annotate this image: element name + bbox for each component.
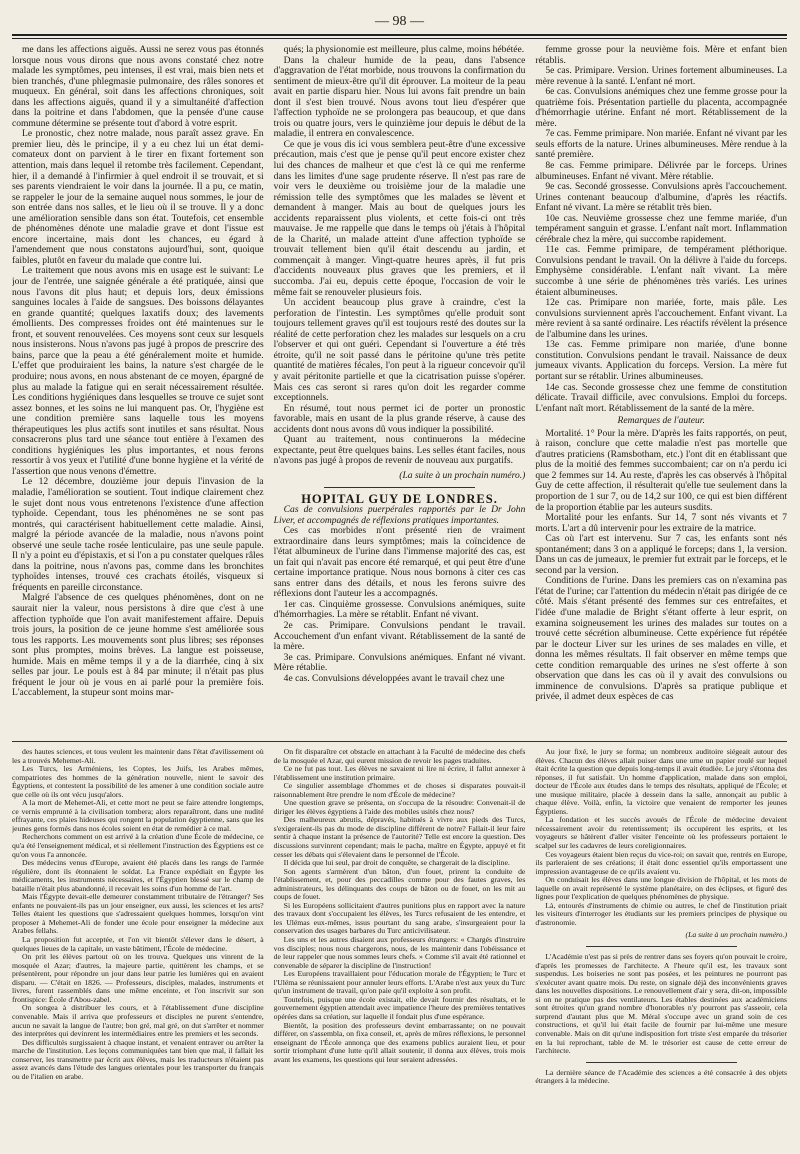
case-entry: 2e cas. Primipare. Convulsions pendant le travail. Accouchement d'un enfant vivant. Rétablissement de la santé de la mère. [273, 619, 526, 653]
paragraph: On conduisait les élèves dans une longue division de l'hôpital, et les mots de laquelle on avait représenté le système planétaire, on des éclipses, et figuré des lignes pour l'explication de quelques phénomènes de physique. [535, 875, 787, 902]
lower-column-2 [274, 748, 526, 1148]
paragraph: Conditions de l'urine. Dans les premiers cas on n'examina pas l'état de l'urine; car l'attention du médecin n'était pas dirigée de ce côté. Mais s'étant présenté des femmes sur ces entrefaites, et l'idée d'une maladie de Bright s'étant offerte à leur esprit, on examina soigneusement les urines des malades sur toutes on a trouvé cette sécrétion albumineuse. Cette expérience fut répétée par le docteur Liver sur les urines de ses malades en ville, et donna les mêmes résultats. Il fait observer en même temps que cette condition remarquable des urines ne s'est offerte à son observation que dans les cas où il y avait des convulsions ou imminence de convulsions. D'après sa pratique publique et privée, il admet deux espèces de cas [535, 575, 787, 703]
paragraph: Il décida que lui seul, par droit de conquête, se chargerait de la discipline. [283, 858, 510, 868]
paragraph: Malgré l'absence de ces quelques phénomènes, dont on ne saurait nier la valeur, nous persistons à dire que c'est à une affection typhoïde que l'on avait manifestement affaire. Depuis trois jours, la position de ce jeune homme s'est améliorée sous tous les rapports. Les mouvements sont plus libres; ses réponses sont plus promptes, moins brèves. La langue est poisseuse, humide. Mais en même temps il y a de la diarrhée, cinq à six selles par jour. Le pouls est à 84 par minute; il n'était pas plus fréquent le jour où je vous en ai parlé pour la première fois. L'accablement, la stupeur sont moins mar- [12, 592, 264, 699]
case-entry: 3e cas. Primipare. Convulsions anémiques. Enfant né vivant. Mère rétablie. [273, 651, 526, 674]
paragraph: femme grosse pour la neuvième fois. Mère et enfant bien rétablis. [535, 45, 787, 66]
paragraph: me dans les affections aiguës. Aussi ne serez vous pas étonnés lorsque nous vous dirons que nous avons constaté chez notre malade les symptômes, peu intenses, il est vrai, mais bien nets et bien tranchés, d'une phlegmasie pulmonaire, des râles sonores et muqueux. En général, soit dans les affections chroniques, soit dans les affections aiguës, quand il y a simultanéité d'affection dans la poitrine et dans l'abdomen, que la pensée d'une cause commune détermine se présente tout d'abord à votre esprit. [12, 45, 264, 129]
paragraph: En résumé, tout nous permet ici de porter un pronostic favorable, mais en usant de la plus grande réserve, à cause des accidents dont nous avons dû vous indiquer la possibilité. [273, 402, 526, 435]
paragraph: Là, entourés d'instruments de chimie ou autres, le chef de l'institution priait les visiteurs d'interroger les étudiants sur les premiers principes de physique ou d'astronomie. [535, 900, 787, 927]
paragraph: Son agents s'armèrent d'un bâton, d'un fouet, prirent la conduite de l'établissement, et, pour des peccadilles comme pour des fautes graves, les administrateurs, les délinquants des coups de bâton ou de fouet, on les mit au coups de fouet. [273, 866, 526, 902]
paragraph: Mais l'Égypte devait-elle demeurer constamment tributaire de l'étranger? Ses enfants ne pouvaient-ils pas un jour enseigner, eux aussi, les sciences et les arts? Telles étaient les questions que s'adressaient quelques hommes, lorsqu'on vint proposer à Mehemet-Ali de fonder une école pour enseigner la médecine aux Arabes fellahs. [12, 892, 264, 936]
paragraph: Mortalité pour les enfants. Sur 14, 7 sont nés vivants et 7 morts. L'art a dû intervenir pour les extraire de la matrice. [535, 512, 787, 534]
paragraph: On songea à distribuer les cours, et à l'établissement d'une discipline convenable. Mais il arriva que professeurs et disciples ne purent s'entendre, aucun ne savait la langue de l'autre; bon gré, mal gré, on dut s'arrêter et nommer des interprètes qui devinrent les intermédiaires entre les premiers et les seconds. [12, 1003, 264, 1039]
section-divider [586, 946, 737, 947]
paragraph: Ce ne fut pas tout. Les élèves ne savaient ni lire ni écrire, il fallut annexer à l'établissement une institution primaire. [273, 764, 526, 782]
upper-column-2 [274, 45, 526, 735]
paragraph: On fit disparaître cet obstacle en attachant à la Faculté de médecine des chefs de la mosquée el Azar, qui eurent mission de revoir les pages traduites. [273, 748, 526, 765]
paragraph: Ce que je vous dis ici vous semblera peut-être d'une excessive précaution, mais c'est que je pense qu'il peut encore exister chez lui des chances de malheur et que c'est là ce qui me renferme dans les limites d'une sage prudente réserve. Il n'est pas rare de voir vers le deuxième ou troisième jour de la maladie une rémission telle des symptômes que les malades se lèvent et demandent à manger. Mais au bout de quelques jours les accidents reparaissent plus violents, et cette fois-ci ont très mauvaise. Je me rappelle que dans le temps où j'étais à l'hôpital de la Charité, un malade atteint d'une affection typhoïde se trouvait tellement bien qu'il était descendu au jardin, et commençait à manger. Vingt-quatre heures après, il fut pris d'accidents nouveaux plus graves que les premiers, et il succomba. J'ai eu, depuis cette époque, l'occasion de voir le même fait se renouveler plusieurs fois. [273, 138, 526, 298]
section-divider [324, 487, 475, 488]
paragraph: Des malheureux abrutis, dépravés, habitués à vivre aux pieds des Turcs, s'exigeraient-ils pas du mode de discipline différent de notre? Fallait-il leur faire sentir à chaque instant la présence de l'autorité? Telle est encore la question. Des discussions survinrent cependant; mais le pacha, maître en Égypte, appuyé et fit cesser les débats qui s'élevaient dans le personnel de l'École. [273, 815, 526, 859]
paragraph: A la mort de Mehemet-Ali, et cette mort ne peut se faire attendre longtemps, ce vernis emprunté à la civilisation tombera; alors reparaîtront, dans une nudité effrayante, ces plaies hideuses qui rongent la population égyptienne, sans que les jeunes gens formés dans nos écoles soient en état de remédier à ce mal. [12, 798, 264, 833]
paragraph: Si les Européens sollicitaient d'autres punitions plus en rapport avec la nature des travaux dont s'occupaient les élèves, les Turcs refusaient de les entendre, et les Ulémas eux-mêmes, issus pourtant du sang arabe, s'insurgeaient pour la conservation des usages barbares du Turc anticivilisateur. [273, 900, 526, 936]
paragraph: Recherchons comment on est arrivé à la création d'une École de médecine, ce qu'a été l'enseignement médical, et si réellement l'instruction des Égyptiens est ce qu'on vous l'a annoncée. [12, 832, 264, 859]
paragraph: Le pronostic, chez notre malade, nous paraît assez grave. En premier lieu, dès le principe, il y a eu chez lui un état demi-comateux dont on parvient à le tirer en fixant fortement son attention, mais dans lequel il retombe très facilement. Cependant, hier, il a demandé à l'infirmier à quel endroit il se trouvait, et si ses parents viendraient le voir dans la journée. Il a pu, ce matin, se rappeler le jour de la semaine auquel nous sommes, le jour de son entrée dans nos salles, et le lieu où il se trouve. Il y a donc une amélioration sensible dans son état. Toutefois, cet ensemble de phénomènes dénote une maladie grave et dont l'issue est encore incertaine, mais dont les chances, eu égard à l'amendement que nous constatons aujourd'hui, sont, quoique faibles, plutôt en faveur du malade que contre lui. [12, 128, 264, 266]
paragraph: Au jour fixé, le jury se forma; un nombreux auditoire siégeait autour des élèves. Chacun des élèves allait puiser dans une urne un papier roulé sur lequel était écrite la question que depuis long-temps il avait étudiée. Le jury s'étonna des réponses, il fut satisfait. Un homme d'application, malade dans son emploi, docteur de l'École aux études dans le temps des résultats, appliqué de l'École; et une musique militaire, placée à dessein dans la salle, annonçait au public à chaque élève. Voilà, enfin, la victoire que venaient de remporter les jeunes Égyptiens. [535, 748, 787, 816]
paragraph: L'Académie n'est pas si près de rentrer dans ses foyers qu'on pouvait le croire, d'après les promesses de l'architecte. A l'heure qu'il est, les travaux sont suspendus. Les boiseries ne sont pas posées, et les peintures ne pourront pas s'exécuter avant quatre mois. Du reste, on signale déjà des inconvénients graves dans les nouvelles dispositions. Le renouvellement d'air y sera, dit-on, impossible si on ne pratique pas des ventilateurs. Les étables destinées aux académiciens sont étroites qu'un grand nombre d'honorables n'y pourront pas s'asseoir, cela surprend d'autant plus que M. Méral s'occupe avec un grand soin de ces constructions, et qu'il lui était facile de fournir par lui-même une mesure convenable. Mais on dit qu'une indisposition fort triste s'est emparée du trésorier en la lui reprochant, table de M. le trésorier est cause de cette erreur de l'architecte. [535, 952, 787, 1056]
page-header [12, 10, 787, 32]
section-subtitle: Cas de convulsions puerpérales rapportés par le Dr John Liver, et accompagnés de réflexions pratiques importantes. [273, 503, 526, 526]
header-rule [12, 34, 787, 39]
paragraph: Le 12 décembre, douzième jour depuis l'invasion de la maladie, l'amélioration se soutient. Tout indique clairement chez le sujet dont nous vous entretenons l'existence d'une affection typhoïde. Cependant, tous les phénomènes ne se sont pas montrés, qui caractérisent habituellement cette maladie. Ainsi, malgré la période avancée de la maladie, nous n'avons point observé une seule tache rosée lenticulaire, pas une seule papule. Il n'y a point eu d'épistaxis, et si l'on a pu constater quelques râles dans la poitrine, nous n'avons pas, comme dans les bronchites typhoïdes intenses, trouvé ces crachats étoilés, visqueux si fréquents en pareille circonstance. [12, 476, 264, 593]
paragraph: On prit les élèves partout où on les trouva. Quelques uns vinrent de la mosquée el Azar; d'autres, la majeure partie, quittèrent les champs, et se présentèrent, pour répondre un jour dans leur patrie les lumières qui en avaient disparu. — C'était en 1826. — Professeurs, disciples, malades, instruments et livres, furent rassemblés dans une même enceinte, et l'on inscrivit sur son frontispice: École d'Abou-zabel. [12, 952, 264, 1004]
section-divider [586, 1062, 737, 1063]
paragraph: Mortalité. 1° Pour la mère. D'après les faits rapportés, on peut, à raison, conclure que cette maladie n'est pas mortelle que d'autres praticiens (Ramsbotham, etc.) l'ont dit en établissant que plus de la moitié des femmes succombaient; car on n'a perdu ici que 2 femmes sur 14. Au reste, d'après les cas observés à l'hôpital Guy de cette affection, il résulterait qu'elle tue seulement dans la proportion de 1 sur 7, ou de 14,2 sur 100, ce qui est bien différent de la proportion établie par les auteurs susdits. [535, 427, 787, 513]
remarks-heading: Remarques de l'auteur. [617, 415, 705, 427]
continued-note: (La suite à un prochain numéro.) [685, 930, 787, 940]
paragraph: qués; la physionomie est meilleure, plus calme, moins hébétée. [283, 45, 525, 55]
case-entry: 11e cas. Femme primipare, de tempérament pléthorique. Convulsions pendant le travail. On la délivre à l'aide du forceps. Emphysème considérable. L'enfant naît vivant. La mère succombe à une série de phénomènes très variés. Les urines étaient albumineuses. [535, 244, 787, 298]
paragraph: Quant au traitement, nous continuerons la médecine expectante, peut être quelques bains. Les selles étant faciles, nous n'avons pas jugé à propos de revenir de nouveau aux purgatifs. [273, 434, 526, 467]
case-entry: 13e cas. Femme primipare non mariée, d'une bonne constitution. Convulsions pendant le travail. Naissance de deux jumeaux vivants. Application du forceps. Version. La mère fut portant sur se rétablir. Urines albumineuses. [535, 339, 787, 382]
paragraph: Toutefois, puisque une école existait, elle devait fournir des résultats, et le gouvernement égyptien attendait avec impatience l'heure des premières tentatives opérées dans sa création, sur laquelle il fondait plus d'une espérance. [273, 994, 526, 1021]
paragraph: Des médecins venus d'Europe, avaient été placés dans les rangs de l'armée régulière, dont ils étonnaient le soldat. La France expédiait en Égypte les médicaments, les instruments nécessaires, et l'Égyptien blessé sur le champ de bataille n'était plus abandonné, il recevait les soins d'un homme de l'art. [12, 858, 264, 893]
paragraph: La proposition fut acceptée, et l'on vit bientôt s'élever dans le désert, à quelques lieues de la capitale, un vaste bâtiment, l'École de médecine. [12, 935, 264, 953]
paragraph: Les Européens travaillaient pour l'éducation morale de l'Égyptien; le Turc et l'Uléma se réunissaient pour annuler leurs efforts. L'Arabe n'est aux yeux du Turc qu'un instrument de travail, qu'on paie qu'il exploite à son profit. [273, 969, 526, 996]
page-number: — 98 — [375, 14, 424, 29]
case-entry: 14e cas. Seconde grossesse chez une femme de constitution délicate. Travail difficile, avec convulsions. Emploi du forceps. L'enfant naît mort. Rétablissement de la santé de la mère. [535, 381, 787, 414]
case-entry: 7e cas. Femme primipare. Non mariée. Enfant né vivant par les seuls efforts de la nature. Urines albumineuses. Mère rendue à la santé première. [535, 128, 787, 161]
continued-note: (La suite à un prochain numéro.) [399, 469, 526, 481]
case-entry: 4e cas. Convulsions développées avant le travail chez une [283, 672, 505, 684]
section-title: HOPITAL GUY DE LONDRES. [301, 492, 498, 507]
paragraph: Un accident beaucoup plus grave à craindre, c'est la perforation de l'intestin. Les symptômes qu'elle produit sont toujours tellement graves qu'il est toujours resté des doutes sur la réalité de cette perforation chez les malades sur lesquels on a cru l'observer et qui ont guéri. Cependant si l'ouverture a été très étroite, qu'il ne soit passé dans le péritoine qu'une très petite quantité de matières fécales, l'on peut à la rigueur concevoir qu'il y avait péritonite partielle et que la cicatrisation puisse s'opérer. Mais ces cas seront si rares qu'on doit les regarder comme exceptionnels. [273, 297, 526, 404]
paragraph: Le traitement que nous avons mis en usage est le suivant: Le jour de l'entrée, une saignée générale a été pratiquée, ainsi que nous l'avons dit plus haut; et depuis lors, deux émissions sanguines locales à l'aide de sangsues. Des boissons délayantes en grande quantité; quelques laxatifs doux; des lavements émollients. Des compresses froides ont été maintenues sur le front, et souvent renouvelées. Ces moyens sont ceux sur lesquels nous insisterons. Nous n'avons pas jugé à propos de prescrire des bains, parce que la peau a été généralement moite et humide. L'effet que produiraient les bains, la nature s'est chargée de le produire; nous avons, en nous abstenant de ce moyen, épargné de plus au malade la fatigue qui en serait nécessairement résultée. Les conditions hygiéniques dans lesquelles se trouve ce sujet sont assez bonnes, et les soins ne lui manquent pas. Or, l'hygiène est une condition première sans laquelle tous les moyens thérapeutiques les plus actifs sont inutiles et sans résultat. Nous consacrerons plus tard une séance tout entière à l'examen des conditions hygiéniques les plus importantes, et nous ferons ressortir à vos yeux et l'utilité d'une bonne hygiène et la vérité de l'assertion que nous venons d'émettre. [12, 265, 264, 477]
paragraph: Ces voyageurs étaient bien reçus du vice-roi; on savait que, rentrés en Europe, ils parleraient de ses créations; il était donc essentiel qu'ils emportassent une impression avantageuse de ce qu'ils avaient vu. [535, 849, 787, 876]
paragraph: Ce singulier assemblage d'hommes et de choses si disparates pouvait-il raisonnablement être prendre le nom d'École de médecine? [273, 781, 526, 799]
lower-section [12, 748, 787, 1148]
paragraph: La fondation et les succès avoués de l'École de médecine devaient nécessairement avoir du retentissement; ils occupèrent les esprits, et les voyageurs se hâtèrent d'aller visiter l'enceinte où les professeurs portaient le scalpel sur les cadavres de leurs coreligionnaires. [535, 815, 787, 851]
paragraph: Des difficultés surgissaient à chaque instant, et venaient entraver ou arrêter la marche de l'institution. Les leçons communiquées tant bien que mal, il fallait les conserver, les transmettre par écrit aux élèves, mais les traducteurs n'étaient pas assez avancés dans l'étude des langues orientales pour les transporter du français ou de l'italien en arabe. [12, 1037, 264, 1081]
section-rule [12, 741, 787, 742]
case-entry: 9e cas. Secondé grossesse. Convulsions après l'accouchement. Urines contenant beaucoup d'albumine, d'après les réactifs. Enfant né vivant. La mère se rétablit très bien. [535, 181, 787, 214]
case-entry: 5e cas. Primipare. Version. Urines fortement albumineuses. La mère revenue à la santé. L'enfant né mort. [535, 65, 787, 87]
paragraph: des hautes sciences, et tous veulent les maintenir dans l'état d'avilissement où les a trouvés Mehemet-Ali. [12, 748, 264, 765]
case-entry: 10e cas. Neuvième grossesse chez une femme mariée, d'un tempérament sanguin et grasse. L'enfant naît mort. Inflammation cérébrale chez la mère, qui succombe rapidement. [535, 212, 787, 245]
case-entry: 1er cas. Cinquième grossesse. Convulsions anémiques, suite d'hémorrhagies. La mère se rétablit. Enfant né vivant. [273, 598, 526, 621]
paragraph: Les uns et les autres disaient aux professeurs étrangers: « Chargés d'instruire vos disciples; nous nous chargerons, nous, de les maintenir dans l'obéissance et de leur rappeler que nous sommes leurs chefs. » Comme s'il avait été rationnel et convenable de séparer la discipline de l'instruction! [273, 935, 526, 970]
lower-column-1 [12, 748, 264, 1148]
paragraph: Ces cas morbides n'ont présenté rien de vraiment extraordinaire dans leurs symptômes; mais la coïncidence de l'état albumineux de l'urine dans l'immense majorité des cas, est un fait qui n'avait pas encore été remarqué, et qui peut être d'une certaine importance pratique. Nous nous bornons à citer ces cas sans entrer dans des détails, et nous les ferons suivre des réflexions dont l'auteur les a accompagnés. [273, 525, 526, 600]
paragraph: Les Turcs, les Arméniens, les Coptes, les Juifs, les Arabes mêmes, compatriotes des hommes de la génération nouvelle, nient le savoir des Égyptiens, et contestent la possibilité de les amener à une condition sociale autre que celle où ils ont vécu jusqu'alors. [12, 764, 264, 799]
upper-column-1 [12, 45, 264, 735]
paragraph: Dans la chaleur humide de la peau, dans l'absence d'aggravation de l'état morbide, nous trouvons la confirmation du sentiment de mieux-être qu'il dit éprouver. La moiteur de la peau avait en partie disparu hier. Nous lui avons fait prendre un bain dont il s'est bien trouvé. Nous avons tout lieu d'espérer que l'affection typhoïde ne se prolongera pas beaucoup, et que dans trois ou quatre jours, vers le quinzième jour depuis le début de la maladie, il entrera en convalescence. [273, 54, 526, 140]
upper-section [12, 45, 787, 735]
paragraph: Une question grave se présenta, on s'occupa de la résoudre: Convenait-il de diriger les élèves égyptiens à l'aide des mobiles usités chez nous? [273, 798, 526, 816]
lower-column-3 [535, 748, 787, 1148]
paragraph: Bientôt, la position des professeurs devint embarrassante; on ne pouvait différer, on s'assembla, on fixa conseil, et, après de mûres réflexions, le personnel enseignant de l'École annonça que des examens publics auraient lieu, et pour sortir triomphant d'une lutte qu'il allait soutenir, il donna aux élèves, trois mois avant les examens, les questions qui leur seraient adressées. [273, 1020, 526, 1064]
case-entry: 6e cas. Convulsions anémiques chez une femme grosse pour la quatrième fois. Présentation partielle du placenta, accompagnée d'hémorrhagie utérine. Enfant né mort. Rétablissement de la mère. [535, 86, 787, 129]
upper-column-3 [535, 45, 787, 735]
paragraph: Cas où l'art est intervenu. Sur 7 cas, les enfants sont nés spontanément; dans 3 on a appliqué le forceps; dans 1, la version. Dans un cas de jumeaux, le premier fut extrait par le forceps, et le second par la version. [535, 533, 787, 576]
paragraph: La dernière séance de l'Académie des sciences a été consacrée à des objets étrangers à la médecine. [535, 1067, 787, 1086]
case-entry: 8e cas. Femme primipare. Délivrée par le forceps. Urines albumineuses. Enfant né vivant. Mère rétablie. [535, 160, 787, 182]
case-entry: 12e cas. Primipare non mariée, forte, mais pâle. Les convulsions surviennent après l'accouchement. Enfant vivant. La mère revient à sa santé ordinaire. Les réactifs révèlent la présence de l'albumine dans les urines. [535, 297, 787, 340]
